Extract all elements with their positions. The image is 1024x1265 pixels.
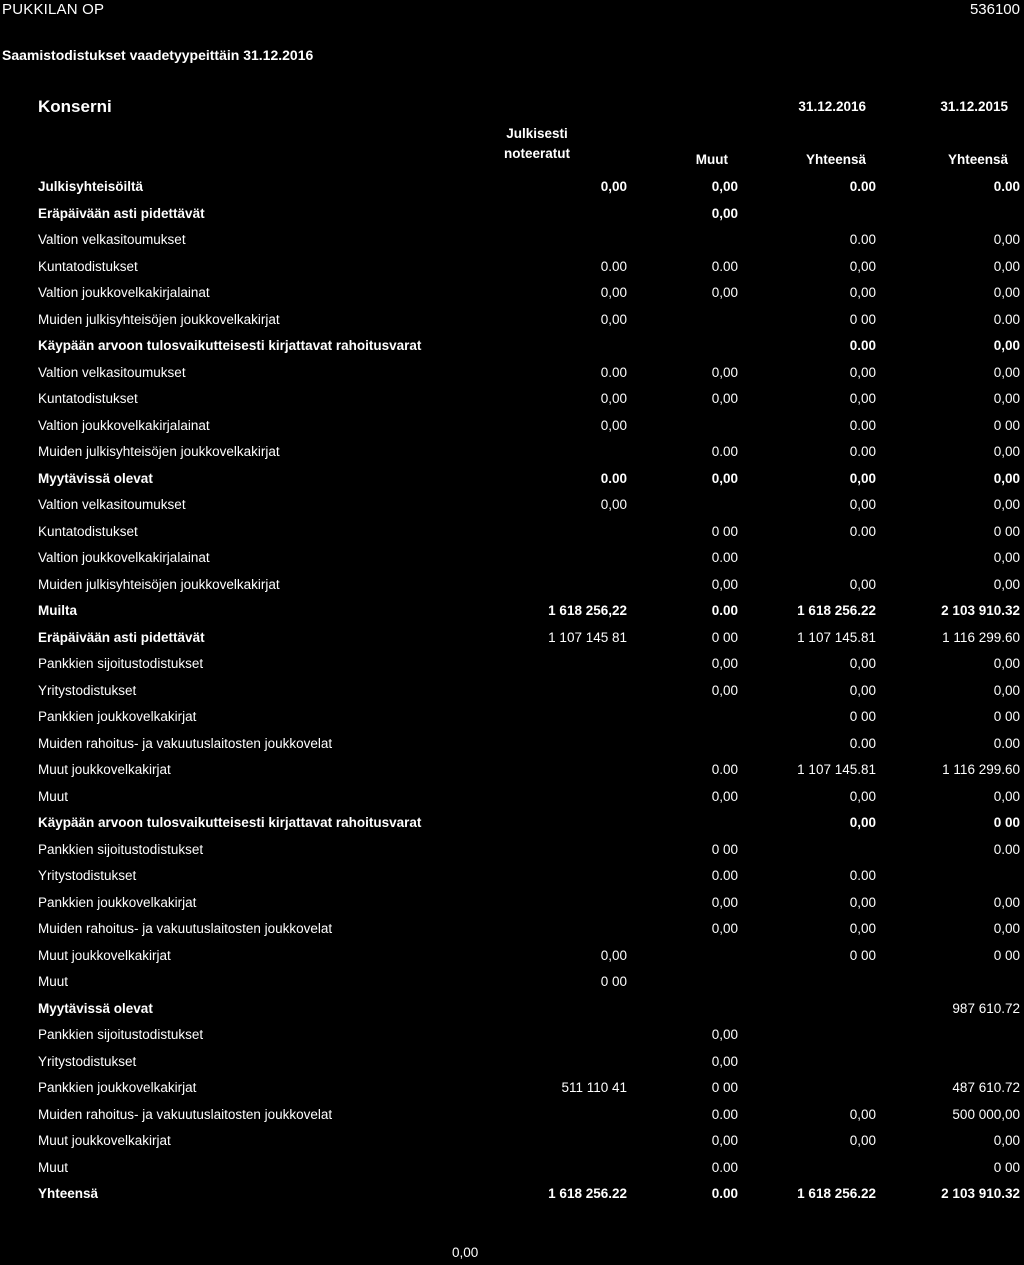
cell-yhteensa-2016: 0,00 <box>849 656 876 671</box>
cell-yhteensa-2016: 1 107 145.81 <box>797 629 876 645</box>
cell-muut: 0,00 <box>711 656 738 671</box>
cell-yhteensa-2016: 0 00 <box>849 311 876 327</box>
cell-yhteensa-2015: 1 116 299.60 <box>942 762 1020 777</box>
row-label: Muut joukkovelkakirjat <box>38 762 171 777</box>
row-label: Muut <box>38 974 69 989</box>
table-row <box>0 837 1024 864</box>
row-label: Yritystodistukset <box>38 682 137 698</box>
table-row <box>0 492 1024 519</box>
cell-muut: 0.00 <box>711 550 738 565</box>
cell-yhteensa-2016: 0,00 <box>849 788 876 804</box>
cell-yhteensa-2015: 0,00 <box>993 364 1020 380</box>
row-label: Pankkien sijoitustodistukset <box>38 841 204 857</box>
row-label: Pankkien joukkovelkakirjat <box>38 894 197 910</box>
cell-yhteensa-2015: 500 000,00 <box>952 1106 1020 1122</box>
cell-yhteensa-2015: 0.00 <box>993 735 1020 751</box>
cell-yhteensa-2016: 0,00 <box>849 1133 876 1148</box>
column-header-julkisesti-noteeratut <box>477 124 597 164</box>
cell-yhteensa-2015: 0 00 <box>993 709 1020 724</box>
column-header-muut: Muut <box>695 152 728 167</box>
cell-julkisesti-noteeratut: 1 107 145 81 <box>548 629 627 645</box>
cell-muut: 0,00 <box>711 921 738 936</box>
document-title: Saamistodistukset vaadetyypeittäin 31.12.2016 <box>2 47 314 63</box>
cell-muut: 0,00 <box>711 179 738 194</box>
table-row <box>0 996 1024 1023</box>
cell-muut: 0.00 <box>711 1159 738 1175</box>
table-row <box>0 413 1024 440</box>
cell-yhteensa-2016: 1 107 145.81 <box>797 762 876 777</box>
table-row <box>0 1155 1024 1182</box>
cell-yhteensa-2016: 0,00 <box>849 815 876 830</box>
cell-yhteensa-2015: 0,00 <box>993 285 1020 300</box>
row-label: Muiden julkisyhteisöjen joukkovelkakirjat <box>38 311 280 327</box>
cell-yhteensa-2016: 0,00 <box>849 682 876 698</box>
table-row <box>0 1128 1024 1155</box>
cell-yhteensa-2016: 0,00 <box>849 576 876 592</box>
row-label: Muiden rahoitus- ja vakuutuslaitosten joukkovelat <box>38 1106 333 1122</box>
cell-yhteensa-2015: 0 00 <box>993 815 1020 830</box>
cell-yhteensa-2016: 0.00 <box>849 232 876 247</box>
cell-yhteensa-2016: 0,00 <box>849 921 876 936</box>
cell-muut: 0 00 <box>711 1080 738 1095</box>
cell-julkisesti-noteeratut: 0.00 <box>600 364 627 380</box>
cell-julkisesti-noteeratut: 0,00 <box>600 391 627 406</box>
cell-yhteensa-2016: 0,00 <box>849 391 876 406</box>
cell-muut: 0,00 <box>711 576 738 592</box>
table-row <box>0 1049 1024 1076</box>
row-label: Kuntatodistukset <box>38 391 138 406</box>
cell-muut: 0,00 <box>711 682 738 698</box>
row-label: Myytävissä olevat <box>38 1000 153 1016</box>
cell-muut: 0,00 <box>711 285 738 300</box>
cell-julkisesti-noteeratut: 1 618 256.22 <box>548 1186 627 1201</box>
row-label: Muiden julkisyhteisöjen joukkovelkakirjat <box>38 444 280 459</box>
row-label: Muut <box>38 1159 69 1175</box>
cell-julkisesti-noteeratut: 0.00 <box>600 258 627 274</box>
cell-yhteensa-2016: 0 00 <box>849 709 876 724</box>
row-label: Eräpäivään asti pidettävät <box>38 205 205 221</box>
cell-julkisesti-noteeratut: 0.00 <box>600 470 627 486</box>
cell-yhteensa-2015: 0,00 <box>993 1133 1020 1148</box>
table-row <box>0 466 1024 493</box>
cell-muut: 0 00 <box>711 523 738 539</box>
cell-muut: 0,00 <box>711 1133 738 1148</box>
cell-yhteensa-2015: 987 610.72 <box>952 1000 1020 1016</box>
cell-yhteensa-2015: 2 103 910.32 <box>941 603 1020 618</box>
cell-yhteensa-2015: 0,00 <box>993 470 1020 486</box>
row-label: Käypään arvoon tulosvaikutteisesti kirjattavat rahoitusvarat <box>38 815 422 830</box>
table-row <box>0 890 1024 917</box>
cell-yhteensa-2015: 0,00 <box>993 921 1020 936</box>
cell-yhteensa-2016: 1 618 256.22 <box>797 1186 876 1201</box>
row-label: Muut joukkovelkakirjat <box>38 1133 171 1148</box>
cell-yhteensa-2016: 0,00 <box>849 285 876 300</box>
cell-yhteensa-2015: 1 116 299.60 <box>942 629 1020 645</box>
cell-yhteensa-2015: 2 103 910.32 <box>941 1186 1020 1201</box>
row-label: Muiden julkisyhteisöjen joukkovelkakirjat <box>38 576 280 592</box>
cell-muut: 0 00 <box>711 629 738 645</box>
cell-yhteensa-2016: 0,00 <box>849 1106 876 1122</box>
cell-muut: 0.00 <box>711 258 738 274</box>
row-label: Myytävissä olevat <box>38 470 153 486</box>
cell-julkisesti-noteeratut: 0,00 <box>600 311 627 327</box>
cell-yhteensa-2016: 1 618 256.22 <box>797 603 876 618</box>
table-row <box>0 174 1024 201</box>
table-row <box>0 386 1024 413</box>
table-row <box>0 572 1024 599</box>
table-row <box>0 863 1024 890</box>
column-header-yhteensa-2015: Yhteensä <box>947 152 1008 167</box>
cell-yhteensa-2015: 0.00 <box>993 841 1020 857</box>
cell-julkisesti-noteeratut: 1 618 256,22 <box>548 603 627 618</box>
cell-yhteensa-2015: 0,00 <box>993 656 1020 671</box>
table-row <box>0 227 1024 254</box>
row-label: Muiden rahoitus- ja vakuutuslaitosten joukkovelat <box>38 921 333 936</box>
cell-yhteensa-2015: 0 00 <box>993 523 1020 539</box>
row-label: Muilta <box>38 603 77 618</box>
cell-muut: 0.00 <box>711 444 738 459</box>
cell-yhteensa-2016: 0,00 <box>849 894 876 910</box>
cell-yhteensa-2015: 0,00 <box>993 338 1020 353</box>
cell-muut: 0.00 <box>711 1186 738 1201</box>
cell-muut: 0.00 <box>711 868 738 883</box>
cell-muut: 0.00 <box>711 603 738 618</box>
table-row <box>0 810 1024 837</box>
cell-yhteensa-2015: 0.00 <box>993 179 1020 194</box>
table-row <box>0 333 1024 360</box>
column-header-line2: noteeratut <box>503 146 570 161</box>
cell-muut: 0.00 <box>711 1106 738 1122</box>
cell-yhteensa-2015: 0,00 <box>993 497 1020 512</box>
cell-muut: 0 00 <box>711 841 738 857</box>
table-row <box>0 519 1024 546</box>
column-date-2015: 31.12.2015 <box>940 99 1008 114</box>
cell-yhteensa-2016: 0 00 <box>849 947 876 963</box>
row-label: Valtion joukkovelkakirjalainat <box>38 285 210 300</box>
row-label: Kuntatodistukset <box>38 258 138 274</box>
footer-value: 0,00 <box>452 1245 479 1260</box>
row-label: Valtion velkasitoumukset <box>38 232 186 247</box>
cell-yhteensa-2016: 0.00 <box>849 338 876 353</box>
cell-julkisesti-noteeratut: 0,00 <box>600 285 627 300</box>
cell-muut: 0,00 <box>711 205 738 221</box>
row-label: Yritystodistukset <box>38 868 137 883</box>
table-row <box>0 704 1024 731</box>
cell-yhteensa-2015: 0 00 <box>993 947 1020 963</box>
cell-yhteensa-2015: 0,00 <box>993 894 1020 910</box>
row-label: Käypään arvoon tulosvaikutteisesti kirjattavat rahoitusvarat <box>38 338 422 353</box>
table-row <box>0 1075 1024 1102</box>
table-row <box>0 784 1024 811</box>
row-label: Pankkien joukkovelkakirjat <box>38 1080 197 1095</box>
table-row <box>0 1181 1024 1208</box>
cell-julkisesti-noteeratut: 511 110 41 <box>561 1080 627 1095</box>
cell-yhteensa-2015: 487 610.72 <box>952 1080 1020 1095</box>
table-row <box>0 545 1024 572</box>
cell-yhteensa-2016: 0.00 <box>849 417 876 433</box>
cell-yhteensa-2015: 0.00 <box>993 311 1020 327</box>
row-label: Eräpäivään asti pidettävät <box>38 629 205 645</box>
row-label: Valtion joukkovelkakirjalainat <box>38 550 210 565</box>
table-row <box>0 1022 1024 1049</box>
row-label: Valtion velkasitoumukset <box>38 497 186 512</box>
row-label: Kuntatodistukset <box>38 523 138 539</box>
cell-yhteensa-2016: 0.00 <box>849 735 876 751</box>
cell-julkisesti-noteeratut: 0 00 <box>600 974 627 989</box>
table-row <box>0 651 1024 678</box>
row-label: Muiden rahoitus- ja vakuutuslaitosten joukkovelat <box>38 735 333 751</box>
row-label: Valtion velkasitoumukset <box>38 364 186 380</box>
table-row <box>0 943 1024 970</box>
cell-muut: 0,00 <box>711 1053 738 1069</box>
table-row <box>0 916 1024 943</box>
table-row <box>0 280 1024 307</box>
column-date-2016: 31.12.2016 <box>798 99 866 114</box>
row-label: Pankkien sijoitustodistukset <box>38 1027 204 1042</box>
cell-yhteensa-2016: 0.00 <box>849 523 876 539</box>
column-header-line1: Julkisesti <box>506 126 568 141</box>
row-label: Muut joukkovelkakirjat <box>38 947 171 963</box>
cell-yhteensa-2016: 0,00 <box>849 364 876 380</box>
cell-yhteensa-2015: 0,00 <box>993 232 1020 247</box>
table-row <box>0 625 1024 652</box>
cell-muut: 0.00 <box>711 762 738 777</box>
cell-muut: 0,00 <box>711 1027 738 1042</box>
table-row <box>0 254 1024 281</box>
cell-julkisesti-noteeratut: 0,00 <box>600 417 627 433</box>
table-row <box>0 731 1024 758</box>
table-row <box>0 678 1024 705</box>
cell-muut: 0,00 <box>711 894 738 910</box>
table-row <box>0 439 1024 466</box>
cell-julkisesti-noteeratut: 0,00 <box>600 497 627 512</box>
cell-yhteensa-2015: 0,00 <box>993 444 1020 459</box>
cell-julkisesti-noteeratut: 0,00 <box>600 179 627 194</box>
organization-code: 536100 <box>969 1 1020 18</box>
cell-julkisesti-noteeratut: 0,00 <box>600 947 627 963</box>
section-title: Konserni <box>38 97 112 116</box>
table-row <box>0 307 1024 334</box>
cell-yhteensa-2015: 0,00 <box>993 258 1020 274</box>
cell-yhteensa-2016: 0.00 <box>849 868 876 883</box>
cell-yhteensa-2015: 0,00 <box>993 550 1020 565</box>
row-label: Pankkien joukkovelkakirjat <box>38 709 197 724</box>
table-row <box>0 757 1024 784</box>
column-header-yhteensa-2016: Yhteensä <box>805 152 866 167</box>
statement-table <box>0 174 1024 1208</box>
table-row <box>0 598 1024 625</box>
cell-yhteensa-2016: 0.00 <box>849 444 876 459</box>
row-label: Yritystodistukset <box>38 1053 137 1069</box>
row-label: Pankkien sijoitustodistukset <box>38 656 204 671</box>
cell-yhteensa-2015: 0,00 <box>993 682 1020 698</box>
table-row <box>0 360 1024 387</box>
cell-muut: 0,00 <box>711 391 738 406</box>
cell-yhteensa-2015: 0,00 <box>993 788 1020 804</box>
cell-yhteensa-2015: 0,00 <box>993 576 1020 592</box>
cell-yhteensa-2015: 0 00 <box>993 1159 1020 1175</box>
cell-muut: 0,00 <box>711 788 738 804</box>
organization-name: PUKKILAN OP <box>2 1 105 18</box>
row-label: Julkisyhteisöiltä <box>38 179 144 194</box>
cell-yhteensa-2015: 0,00 <box>993 391 1020 406</box>
table-row <box>0 1102 1024 1129</box>
cell-muut: 0,00 <box>711 364 738 380</box>
row-label: Muut <box>38 788 69 804</box>
cell-yhteensa-2016: 0,00 <box>849 258 876 274</box>
table-row <box>0 969 1024 996</box>
cell-muut: 0,00 <box>711 470 738 486</box>
cell-yhteensa-2015: 0 00 <box>993 417 1020 433</box>
cell-yhteensa-2016: 0,00 <box>849 470 876 486</box>
cell-yhteensa-2016: 0.00 <box>849 179 876 194</box>
table-row <box>0 201 1024 228</box>
cell-yhteensa-2016: 0,00 <box>849 497 876 512</box>
row-label: Valtion joukkovelkakirjalainat <box>38 417 210 433</box>
row-label: Yhteensä <box>38 1186 99 1201</box>
